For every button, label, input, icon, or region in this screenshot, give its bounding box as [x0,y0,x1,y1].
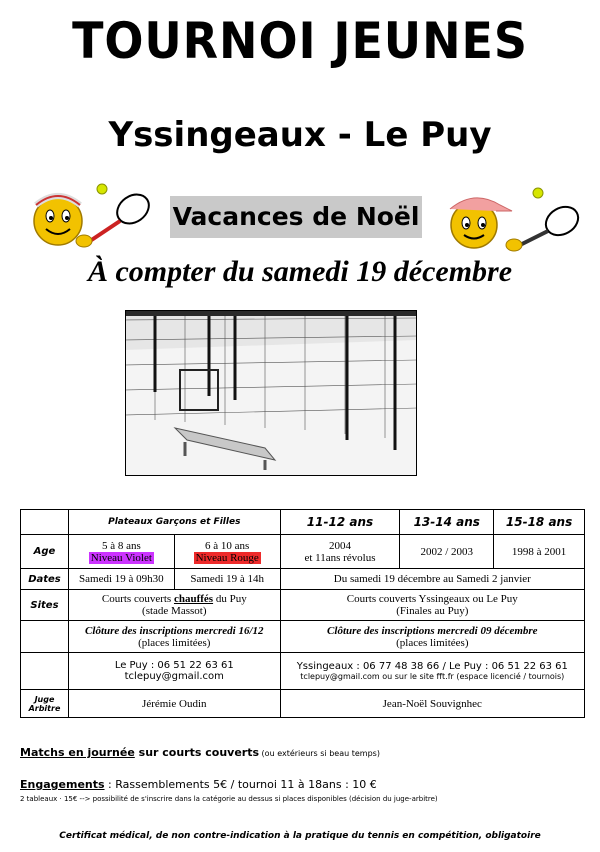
engagements-info [20,778,377,791]
closing-right: Clôture des inscriptions mercredi 09 décembre [327,624,538,637]
contact-label-cell [21,653,69,690]
row-label-dates: Dates [21,569,69,590]
closing-left-cell [68,621,280,653]
date-rouge: Samedi 19 à 14h [174,569,280,590]
corner-cell [21,510,69,535]
matches-outdoor: (ou extérieurs si beau temps) [259,749,380,758]
row-label-juge [21,690,69,718]
tournament-table [20,509,585,718]
medical-certificate-note: Certificat médical, de non contre-indication à la pratique du tennis en compétition, obligatoire [59,831,541,841]
age-violet-cell [68,535,174,569]
matches-info [20,746,380,759]
niveau-violet-badge: Niveau Violet [90,551,152,564]
date-violet: Samedi 19 à 09h30 [68,569,174,590]
contact-right-cell [280,653,584,690]
poster-subtitle: Yssingeaux - Le Puy [108,115,492,155]
age-6-10: 6 à 10 ans [205,539,250,552]
juge-label-line1: Juge [34,694,55,704]
site-right-finals: (Finales au Puy) [396,605,469,617]
header-plateaux: Plateaux Garçons et Filles [68,510,280,535]
tableaux-note: 2 tableaux · 15€ --> possibilité de s'inscrire dans la catégorie au dessus si places disponibles (décision du juge-arbitre) [20,795,438,803]
row-label-sites: Sites [21,590,69,621]
niveau-rouge-badge: Niveau Rouge [195,551,259,564]
matches-covered: sur courts couverts [134,746,260,759]
closing-right-cell [280,621,584,653]
year-2004: 2004 [328,539,351,552]
snowy-tennis-court-photo [125,310,417,476]
header-15-18: 15-18 ans [494,510,585,535]
closing-left-note: (places limitées) [138,636,211,649]
site-left-stadium: (stade Massot) [142,605,207,617]
juge-label-line2: Arbitre [28,703,61,713]
closing-label-cell [21,621,69,653]
year-2004-note: et 11ans révolus [304,551,376,564]
poster-title: TOURNOI JEUNES [72,12,528,70]
engagements-fees: : Rassemblements 5€ / tournoi 11 à 18ans : 10 € [104,778,377,791]
holiday-banner: Vacances de Noël [170,196,422,238]
years-13-14: 2002 / 2003 [400,535,494,569]
smiley-tennis-girl-icon [438,185,588,255]
engagements-label: Engagements [20,778,105,791]
juge-right: Jean-Noël Souvignhec [280,690,584,718]
closing-left: Clôture des inscriptions mercredi 16/12 [85,624,264,637]
site-left-text-a: Courts couverts [101,593,172,605]
site-left-heated: chauffés [173,593,214,605]
start-date-heading: À compter du samedi 19 décembre [87,255,513,288]
closing-right-note: (places limitées) [396,636,469,649]
site-left-text-c: du Puy [215,593,247,605]
header-11-12: 11-12 ans [280,510,400,535]
contact-left-cell [68,653,280,690]
matches-day: Matchs en journée [20,746,135,759]
date-range: Du samedi 19 décembre au Samedi 2 janvier [280,569,584,590]
site-left-line [71,593,278,605]
age-11-12-cell [280,535,400,569]
juge-left: Jérémie Oudin [68,690,280,718]
site-right-cell [280,590,584,621]
contact-left-email[interactable]: tclepuy@gmail.com [124,671,224,682]
contact-right-phones: Yssingeaux : 06 77 48 38 66 / Le Puy : 06 51 22 63 61 [296,661,568,672]
smiley-tennis-boy-icon [20,183,160,253]
contact-left-phone: Le Puy : 06 51 22 63 61 [114,660,234,671]
row-label-age: Age [21,535,69,569]
site-right-line: Courts couverts Yssingeaux ou Le Puy [346,593,518,605]
age-rouge-cell [174,535,280,569]
header-13-14: 13-14 ans [400,510,494,535]
years-15-18: 1998 à 2001 [494,535,585,569]
age-5-8: 5 à 8 ans [101,539,141,552]
contact-right-email[interactable]: tclepuy@gmail.com ou sur le site fft.fr (espace licencié / tournois) [300,672,565,681]
site-left-cell [68,590,280,621]
